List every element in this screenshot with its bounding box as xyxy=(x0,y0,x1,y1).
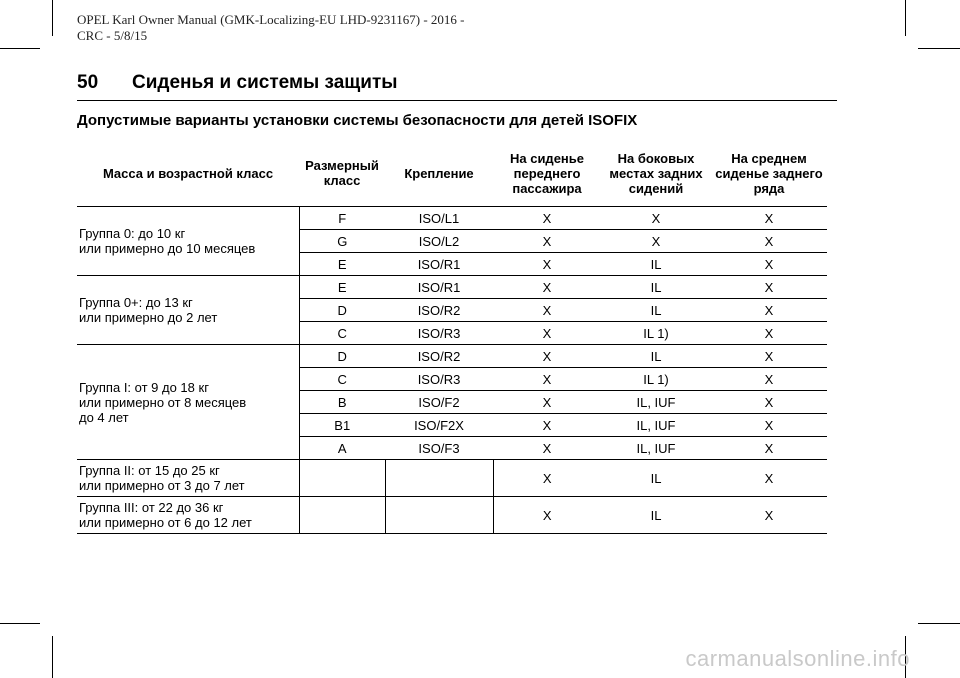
table-cell: X xyxy=(764,210,774,226)
isofix-table xyxy=(77,140,827,534)
table-cell xyxy=(385,497,493,534)
table-cell: IL xyxy=(601,253,711,276)
header-cell: На сиденье переднего пассажира xyxy=(493,140,601,207)
table-cell: ISO/L2 xyxy=(385,230,493,253)
table-row xyxy=(77,497,827,534)
table-cell: E xyxy=(299,253,385,276)
table-cell: C xyxy=(299,368,385,391)
group-label-line: или примерно от 3 до 7 лет xyxy=(79,478,245,493)
header-cell: На среднем сиденье заднего ряда xyxy=(711,140,827,207)
table-cell: IL xyxy=(601,276,711,299)
table-cell: X xyxy=(601,230,711,253)
table-cell: X xyxy=(493,230,601,253)
table-cell: X xyxy=(493,460,601,497)
table-cell: X xyxy=(493,497,601,534)
crop-mark xyxy=(52,636,53,678)
table-cell: X xyxy=(711,253,827,276)
table-cell: X xyxy=(542,210,552,226)
table-cell: A xyxy=(299,437,385,460)
table-cell: B xyxy=(299,391,385,414)
group-label-line: Группа 0: до 10 кг xyxy=(79,226,186,241)
table-body xyxy=(77,207,827,534)
group-label-line: или примерно от 8 месяцев xyxy=(79,394,247,410)
table-cell: X xyxy=(711,230,827,253)
table-row xyxy=(77,460,827,497)
page-heading xyxy=(77,72,398,94)
table-cell: G xyxy=(299,230,385,253)
table-cell: IL 1) xyxy=(601,368,711,391)
table-cell: D xyxy=(299,345,385,368)
table-cell: X xyxy=(493,437,601,460)
table-cell: IL, IUF xyxy=(601,391,711,414)
table-cell: ISO/R3 xyxy=(385,322,493,345)
table-cell: IL, IUF xyxy=(601,414,711,437)
group-label-line: Группа 0+: до 13 кг xyxy=(79,295,193,310)
group-label-cell xyxy=(77,207,299,276)
table-cell: IL 1) xyxy=(601,322,711,345)
table-cell: IL xyxy=(601,299,711,322)
table-cell: ISO/R1 xyxy=(385,276,493,299)
table-cell: E xyxy=(299,276,385,299)
table-row xyxy=(77,345,827,368)
table-cell: X xyxy=(711,460,827,497)
table-cell: X xyxy=(651,210,661,226)
table-cell: ISO/R3 xyxy=(385,368,493,391)
group-label-line: Группа II: от 15 до 25 кг xyxy=(79,463,220,478)
table-cell: X xyxy=(711,368,827,391)
watermark: carmanualsonline.info xyxy=(685,646,910,671)
header-cell: На боковых местах задних сидений xyxy=(601,140,711,207)
table-cell: ISO/F2 xyxy=(385,391,493,414)
table-cell: ISO/L1 xyxy=(418,210,460,226)
table-cell: X xyxy=(493,391,601,414)
table-cell: X xyxy=(711,414,827,437)
header-cell: Масса и возрастной класс xyxy=(77,140,299,207)
table-cell: ISO/F3 xyxy=(385,437,493,460)
table-cell: IL, IUF xyxy=(601,437,711,460)
section-title: Допустимые варианты установки системы безопасности для детей ISOFIX xyxy=(77,112,638,129)
table-cell: IL xyxy=(601,345,711,368)
table-cell: X xyxy=(711,299,827,322)
table-cell: IL xyxy=(601,497,711,534)
table-cell: X xyxy=(711,276,827,299)
group-label-line: Группа III: от 22 до 36 кг xyxy=(79,500,224,515)
group-label-cell xyxy=(77,345,299,460)
crop-mark xyxy=(0,623,40,624)
table-cell: X xyxy=(493,414,601,437)
page-number: 50 xyxy=(77,72,99,93)
table-cell xyxy=(385,460,493,497)
table-cell: C xyxy=(299,322,385,345)
header-cell: Размерный класс xyxy=(299,140,385,207)
table-cell xyxy=(299,497,385,534)
header-cell: Крепление xyxy=(385,140,493,207)
group-label-cell xyxy=(77,276,299,345)
table-cell: ISO/R2 xyxy=(385,299,493,322)
table-cell: B1 xyxy=(299,414,385,437)
table-cell: X xyxy=(711,437,827,460)
table-cell: X xyxy=(493,253,601,276)
table-cell: ISO/R2 xyxy=(385,345,493,368)
table-cell: X xyxy=(493,368,601,391)
table-cell: X xyxy=(493,322,601,345)
group-label-line: до 4 лет xyxy=(79,409,129,425)
crop-mark xyxy=(918,48,960,49)
table-header-row xyxy=(77,140,827,207)
group-label-line: или примерно от 6 до 12 лет xyxy=(79,515,252,530)
table-cell: ISO/F2X xyxy=(385,414,493,437)
table-cell: IL xyxy=(601,460,711,497)
crop-mark xyxy=(918,623,960,624)
table-cell: D xyxy=(299,299,385,322)
table-cell: ISO/R1 xyxy=(385,253,493,276)
table-row xyxy=(77,276,827,299)
table-cell: X xyxy=(493,299,601,322)
crop-mark xyxy=(0,48,40,49)
heading-rule xyxy=(77,100,837,101)
table-cell xyxy=(299,460,385,497)
group-label-cell xyxy=(77,497,299,534)
group-label-line: или примерно до 10 месяцев xyxy=(79,241,256,256)
crop-mark xyxy=(905,0,906,36)
table-cell: F xyxy=(338,210,347,226)
table-cell: X xyxy=(711,497,827,534)
table-cell: X xyxy=(493,276,601,299)
table-cell: X xyxy=(493,345,601,368)
group-label-cell xyxy=(77,460,299,497)
document-header: OPEL Karl Owner Manual (GMK-Localizing-EU LHD-9231167) - 2016 - CRC - 5/8/15 xyxy=(77,12,465,43)
chapter-title: Сиденья и системы защиты xyxy=(132,72,398,93)
table-cell: X xyxy=(711,345,827,368)
group-label-line: или примерно до 2 лет xyxy=(79,310,218,325)
crop-mark xyxy=(52,0,53,36)
table-cell: X xyxy=(711,391,827,414)
table-cell: X xyxy=(711,322,827,345)
table-row xyxy=(77,207,827,230)
group-label-line: Группа I: от 9 до 18 кг xyxy=(79,379,209,395)
